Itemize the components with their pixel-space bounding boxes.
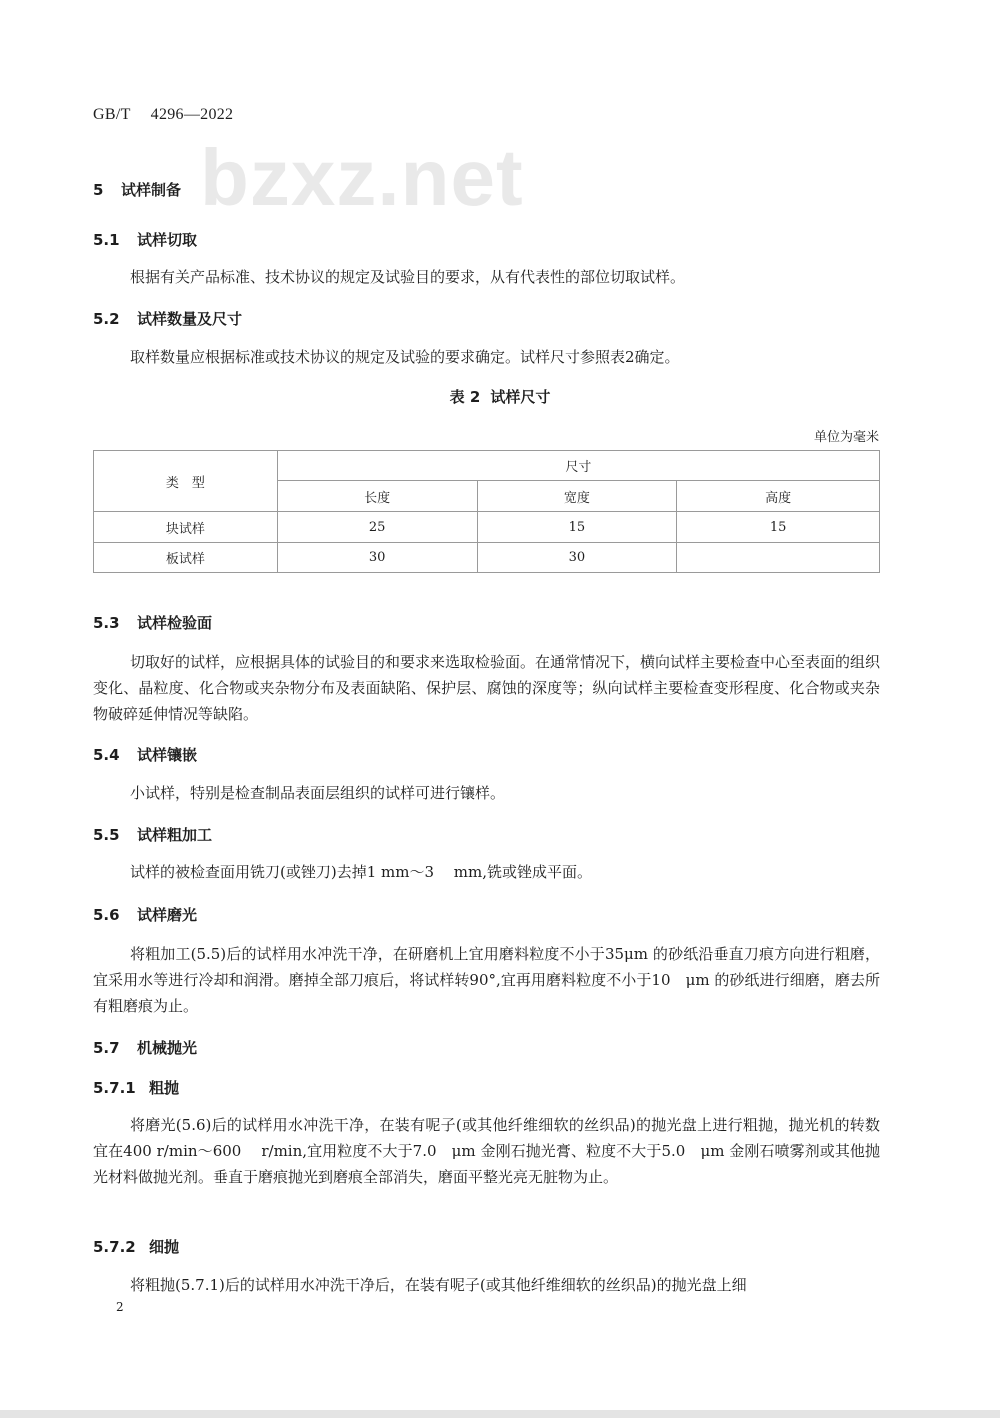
table-row (94, 543, 880, 573)
row-length: 30 (277, 543, 477, 573)
section-5-5-text: 试样的被检查面用铣刀(或锉刀)去掉1 mm～3 mm,铣或锉成平面。 (130, 863, 592, 881)
section-5-7-1-text: 将磨光(5.6)后的试样用水冲洗干净，在装有呢子(或其他纤维细软的丝织品)的抛光盘上进行粗抛，抛光机的转数宜在400 r/min～600 r/min,宜用粒度不大于7.0 μm 金刚石抛光膏、粒度不大于5.0 μm 金刚石喷雾剂或其他抛光材料做抛光剂。垂直于磨痕抛光到磨痕全部消失，磨面平整光亮无脏物为止。 (93, 1116, 880, 1186)
section-number: 5.2 (93, 310, 120, 328)
page-bottom-edge (0, 1410, 1000, 1418)
specimen-size-table (93, 450, 880, 573)
section-5-3-text: 切取好的试样，应根据具体的试验目的和要求来选取检验面。在通常情况下，横向试样主要检查中心至表面的组织变化、晶粒度、化合物或夹杂物分布及表面缺陷、保护层、腐蚀的深度等；纵向试样主要检查变形程度、化合物或夹杂物破碎延伸情况等缺陷。 (93, 653, 881, 723)
standard-number: 4296—2022 (150, 106, 234, 123)
section-5-7-2-heading (93, 1236, 179, 1257)
section-5-1-text: 根据有关产品标准、技术协议的规定及试验目的要求，从有代表性的部位切取试样。 (130, 268, 686, 286)
section-5-3-heading (93, 612, 212, 633)
section-number: 5 (93, 181, 104, 199)
section-title: 试样数量及尺寸 (137, 310, 243, 328)
header-height: 高度 (677, 481, 880, 512)
table-row (94, 512, 880, 543)
row-height (677, 543, 880, 573)
section-number: 5.4 (93, 746, 120, 764)
section-number: 5.1 (93, 231, 120, 249)
section-number: 5.7 (93, 1039, 120, 1057)
row-width: 15 (477, 512, 677, 543)
section-title: 试样磨光 (137, 906, 198, 924)
section-title: 试样镶嵌 (137, 746, 198, 764)
section-title: 粗抛 (149, 1079, 180, 1097)
table-title (0, 386, 1000, 407)
section-number: 5.6 (93, 906, 120, 924)
row-type: 块试样 (94, 512, 278, 543)
section-5-2-heading (93, 308, 242, 329)
header-length: 长度 (277, 481, 477, 512)
section-title: 试样粗加工 (137, 826, 213, 844)
row-type: 板试样 (94, 543, 278, 573)
section-title: 细抛 (149, 1238, 180, 1256)
section-title: 机械抛光 (137, 1039, 198, 1057)
row-width: 30 (477, 543, 677, 573)
section-5-7-2-text: 将粗抛(5.7.1)后的试样用水冲洗干净后，在装有呢子(或其他纤维细软的丝织品)的抛光盘上细 (130, 1276, 747, 1294)
section-5-heading (93, 179, 181, 200)
section-number: 5.3 (93, 614, 120, 632)
section-number: 5.5 (93, 826, 120, 844)
section-5-7-heading (93, 1037, 197, 1058)
header-size: 尺寸 (277, 451, 879, 481)
standard-header (93, 106, 233, 124)
section-5-2-text: 取样数量应根据标准或技术协议的规定及试验的要求确定。试样尺寸参照表2确定。 (130, 348, 680, 366)
section-title: 试样切取 (137, 231, 198, 249)
section-5-1-heading (93, 229, 197, 250)
table-caption: 试样尺寸 (490, 388, 551, 406)
table-unit: 单位为毫米 (813, 430, 879, 445)
section-title: 试样检验面 (137, 614, 213, 632)
section-5-6-heading (93, 904, 197, 925)
header-type: 类 型 (94, 451, 278, 512)
section-5-4-heading (93, 744, 197, 765)
section-number: 5.7.2 (93, 1238, 136, 1256)
row-length: 25 (277, 512, 477, 543)
row-height: 15 (677, 512, 880, 543)
standard-prefix: GB/T (93, 106, 131, 123)
section-5-6-text: 将粗加工(5.5)后的试样用水冲洗干净，在研磨机上宜用磨料粒度不小于35μm 的砂纸沿垂直刀痕方向进行粗磨，宜采用水等进行冷却和润滑。磨掉全部刀痕后，将试样转90°,宜再用磨料粒度不小于10 μm 的砂纸进行细磨，磨去所有粗磨痕为止。 (93, 945, 880, 1015)
section-5-4-text: 小试样，特别是检查制品表面层组织的试样可进行镶样。 (130, 784, 506, 802)
page-number: 2 (116, 1300, 124, 1314)
header-width: 宽度 (477, 481, 677, 512)
watermark: bzxz.net (200, 133, 524, 222)
table-number: 表 2 (449, 388, 481, 406)
section-5-5-heading (93, 824, 212, 845)
section-number: 5.7.1 (93, 1079, 136, 1097)
section-title: 试样制备 (121, 181, 182, 199)
section-5-7-1-heading (93, 1077, 179, 1098)
